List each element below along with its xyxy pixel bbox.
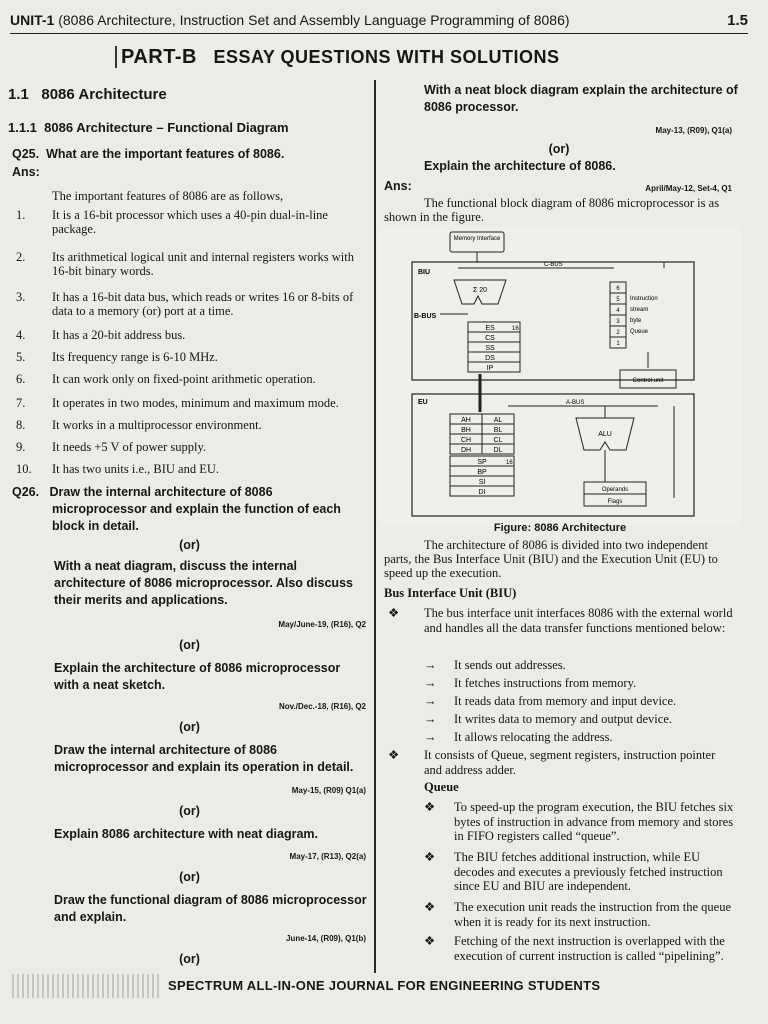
register-ch: CH bbox=[460, 437, 472, 444]
alu-label: ALU bbox=[598, 431, 612, 438]
register-bl: BL bbox=[493, 427, 503, 434]
arrow-item-text: It fetches instructions from memory. bbox=[454, 676, 637, 690]
unit-subtitle: (8086 Architecture, Instruction Set and Assembly Language Programming of 8086) bbox=[58, 12, 570, 28]
item-number: 5. bbox=[16, 350, 26, 364]
answer-label: Ans: bbox=[384, 179, 412, 193]
section-1-1-heading bbox=[8, 86, 167, 103]
item-number: 1. bbox=[16, 208, 26, 222]
register-bh: BH bbox=[461, 427, 471, 434]
register-ss: SS bbox=[485, 345, 495, 352]
item-number: 6. bbox=[16, 372, 26, 386]
item-text: It has two units i.e., BIU and EU. bbox=[52, 462, 219, 476]
register-dh: DH bbox=[460, 447, 472, 454]
item-text: It has a 16-bit data bus, which reads or writes 16 or 8-bits of data to a memory (or) port at a time. bbox=[52, 290, 354, 318]
footer bbox=[0, 968, 768, 1008]
or-separator: (or) bbox=[179, 538, 200, 552]
diamond-bullet-icon: ❖ bbox=[424, 800, 436, 814]
register-si: SI bbox=[478, 479, 486, 486]
queue-slot: 5 bbox=[616, 297, 620, 303]
arrow-item-text: It sends out addresses. bbox=[454, 658, 566, 672]
unit-title bbox=[10, 12, 570, 28]
exam-reference: April/May-12, Set-4, Q1 bbox=[645, 184, 732, 193]
column-divider bbox=[374, 80, 376, 973]
item-text: It needs +5 V of power supply. bbox=[52, 440, 207, 454]
item-text: Its arithmetical logical unit and internal registers works with 16-bit binary words. bbox=[52, 250, 355, 278]
part-label: PART-B bbox=[115, 46, 197, 68]
section-1-1-1-heading bbox=[8, 120, 289, 135]
eu-label: EU bbox=[418, 399, 428, 406]
part-title: ESSAY QUESTIONS WITH SOLUTIONS bbox=[213, 47, 560, 67]
item-text: It is a 16-bit processor which uses a 40-pin dual-in-line package. bbox=[52, 208, 328, 236]
answer-label: Ans: bbox=[12, 165, 40, 179]
queue-caption: byte bbox=[630, 318, 642, 324]
alternate-question: Explain the architecture of 8086 microprocessor with a neat sketch. bbox=[54, 661, 341, 692]
bullet-text: The BIU fetches additional instruction, while EU decodes and executes a previously fetched instruction since EU and BIU are independent. bbox=[454, 850, 723, 893]
queue-slot: 2 bbox=[616, 330, 620, 336]
item-text: It operates in two modes, minimum and maximum mode. bbox=[52, 396, 339, 410]
diamond-bullet-icon: ❖ bbox=[388, 606, 400, 620]
bullet-text: It consists of Queue, segment registers, instruction pointer and address adder. bbox=[424, 748, 716, 777]
question-continued: With a neat block diagram explain the architecture of 8086 processor. bbox=[424, 83, 738, 114]
subsection-number: 1.1.1 bbox=[8, 120, 37, 135]
footer-logo-icon bbox=[12, 974, 162, 998]
queue-caption: Queue bbox=[630, 329, 649, 335]
features-intro: The important features of 8086 are as follows, bbox=[52, 189, 284, 203]
width-16-label: 16 bbox=[506, 460, 513, 466]
register-dl: DL bbox=[493, 447, 503, 454]
diamond-bullet-icon: ❖ bbox=[424, 934, 436, 948]
queue-caption: stream bbox=[630, 307, 649, 313]
arrow-item-text: It writes data to memory and output device. bbox=[454, 712, 672, 726]
or-separator: (or) bbox=[179, 720, 200, 734]
bullet-text: The bus interface unit interfaces 8086 with the external world and handles all the data transfer functions mentioned below: bbox=[424, 606, 733, 635]
question-text: Draw the internal architecture of 8086 microprocessor and explain the function of each block in detail. bbox=[49, 485, 341, 533]
alternate-question: Explain 8086 architecture with neat diagram. bbox=[54, 827, 318, 841]
alternate-question: With a neat diagram, discuss the internal architecture of 8086 microprocessor. Also discuss their merits and applications. bbox=[54, 559, 353, 607]
operands-label: Operands bbox=[601, 487, 629, 493]
exam-reference: June-14, (R09), Q1(b) bbox=[285, 934, 366, 943]
architecture-diagram bbox=[378, 226, 742, 526]
page-number: 1.5 bbox=[727, 12, 748, 29]
register-ip: IP bbox=[486, 365, 494, 372]
exam-reference: May/June-19, (R16), Q2 bbox=[278, 620, 366, 629]
alternate-question: Draw the functional diagram of 8086 microprocessor and explain. bbox=[54, 893, 367, 924]
c-bus-label: C-BUS bbox=[544, 262, 563, 268]
subsection-title: 8086 Architecture – Functional Diagram bbox=[44, 120, 289, 135]
diamond-bullet-icon: ❖ bbox=[424, 850, 436, 864]
bullet-text: The execution unit reads the instruction from the queue when it is ready for its next instruction. bbox=[454, 900, 731, 929]
part-heading bbox=[115, 46, 560, 69]
question-25 bbox=[12, 146, 367, 163]
figure-caption: Figure: 8086 Architecture bbox=[493, 522, 627, 534]
running-header bbox=[10, 10, 748, 34]
bullet-text: To speed-up the program execution, the BIU fetches six bytes of instruction in advance from memory and stores in FIFO registers called “queue”. bbox=[454, 800, 734, 843]
register-cl: CL bbox=[493, 437, 503, 444]
figure-intro: The functional block diagram of 8086 microprocessor is as shown in the figure. bbox=[384, 196, 720, 224]
arrow-right-icon: → bbox=[424, 694, 437, 708]
arrow-right-icon: → bbox=[424, 658, 437, 672]
unit-label: UNIT-1 bbox=[10, 12, 55, 28]
register-bp: BP bbox=[477, 469, 487, 476]
biu-heading: Bus Interface Unit (BIU) bbox=[384, 586, 517, 600]
item-number: 2. bbox=[16, 250, 26, 264]
adder-label: Σ 20 bbox=[472, 287, 488, 294]
register-al: AL bbox=[493, 417, 503, 424]
register-ds: DS bbox=[485, 355, 495, 362]
arrow-right-icon: → bbox=[424, 676, 437, 690]
diamond-bullet-icon: ❖ bbox=[388, 748, 400, 762]
arrow-right-icon: → bbox=[424, 730, 437, 744]
memory-interface-label: Memory Interface bbox=[453, 236, 501, 242]
flags-label: Flags bbox=[607, 499, 623, 505]
alternate-question: Explain the architecture of 8086. bbox=[424, 159, 616, 173]
item-number: 7. bbox=[16, 396, 26, 410]
register-es: ES bbox=[485, 325, 495, 332]
arrow-item-text: It reads data from memory and input device. bbox=[454, 694, 677, 708]
section-title: 8086 Architecture bbox=[41, 86, 167, 103]
queue-heading: Queue bbox=[424, 780, 459, 794]
exam-reference: May-17, (R13), Q2(a) bbox=[289, 852, 366, 861]
or-separator: (or) bbox=[179, 804, 200, 818]
item-number: 4. bbox=[16, 328, 26, 342]
item-text: Its frequency range is 6-10 MHz. bbox=[52, 350, 218, 364]
biu-label: BIU bbox=[418, 269, 431, 276]
arrow-item-text: It allows relocating the address. bbox=[454, 730, 613, 744]
or-separator: (or) bbox=[179, 952, 200, 966]
b-bus-label: B-BUS bbox=[414, 313, 437, 320]
question-number: Q25. bbox=[12, 147, 40, 161]
queue-slot: 6 bbox=[616, 286, 620, 292]
register-cs: CS bbox=[485, 335, 495, 342]
question-number: Q26. bbox=[12, 485, 40, 499]
exam-reference: May-13, (R09), Q1(a) bbox=[655, 126, 732, 135]
diagram-background bbox=[378, 226, 742, 526]
queue-slot: 3 bbox=[616, 319, 620, 325]
item-text: It has a 20-bit address bus. bbox=[52, 328, 186, 342]
width-16-label: 16 bbox=[512, 326, 519, 332]
a-bus-label: A-BUS bbox=[566, 400, 585, 406]
diamond-bullet-icon: ❖ bbox=[424, 900, 436, 914]
queue-slot: 1 bbox=[616, 341, 620, 347]
alternate-question: Draw the internal architecture of 8086 microprocessor and explain its operation in detail. bbox=[54, 743, 354, 774]
or-separator: (or) bbox=[179, 870, 200, 884]
or-separator: (or) bbox=[179, 638, 200, 652]
exam-reference: May-15, (R09) Q1(a) bbox=[291, 786, 366, 795]
queue-caption: Instruction bbox=[630, 296, 658, 302]
register-ah: AH bbox=[461, 417, 471, 424]
queue-slot: 4 bbox=[616, 308, 620, 314]
item-number: 9. bbox=[16, 440, 26, 454]
footer-text: SPECTRUM ALL-IN-ONE JOURNAL FOR ENGINEERING STUDENTS bbox=[168, 978, 601, 993]
item-number: 3. bbox=[16, 290, 26, 304]
question-text: What are the important features of 8086. bbox=[46, 147, 285, 161]
item-text: It can work only on fixed-point arithmetic operation. bbox=[52, 372, 316, 386]
architecture-paragraph: The architecture of 8086 is divided into two independent parts, the Bus Interface Unit (BIU) and the Execution Unit (EU) to speed up the execution. bbox=[384, 538, 718, 580]
section-number: 1.1 bbox=[8, 86, 29, 103]
item-number: 8. bbox=[16, 418, 26, 432]
exam-reference: Nov./Dec.-18, (R16), Q2 bbox=[279, 702, 366, 711]
register-di: DI bbox=[478, 489, 486, 496]
register-sp: SP bbox=[477, 459, 487, 466]
arrow-right-icon: → bbox=[424, 712, 437, 726]
item-text: It works in a multiprocessor environment. bbox=[52, 418, 262, 432]
or-separator: (or) bbox=[548, 142, 570, 156]
bullet-text: Fetching of the next instruction is overlapped with the execution of current instruction is called “pipelining”. bbox=[454, 934, 725, 963]
control-unit-label: Control unit bbox=[632, 378, 664, 384]
question-26 bbox=[12, 484, 367, 535]
item-number: 10. bbox=[16, 462, 32, 476]
